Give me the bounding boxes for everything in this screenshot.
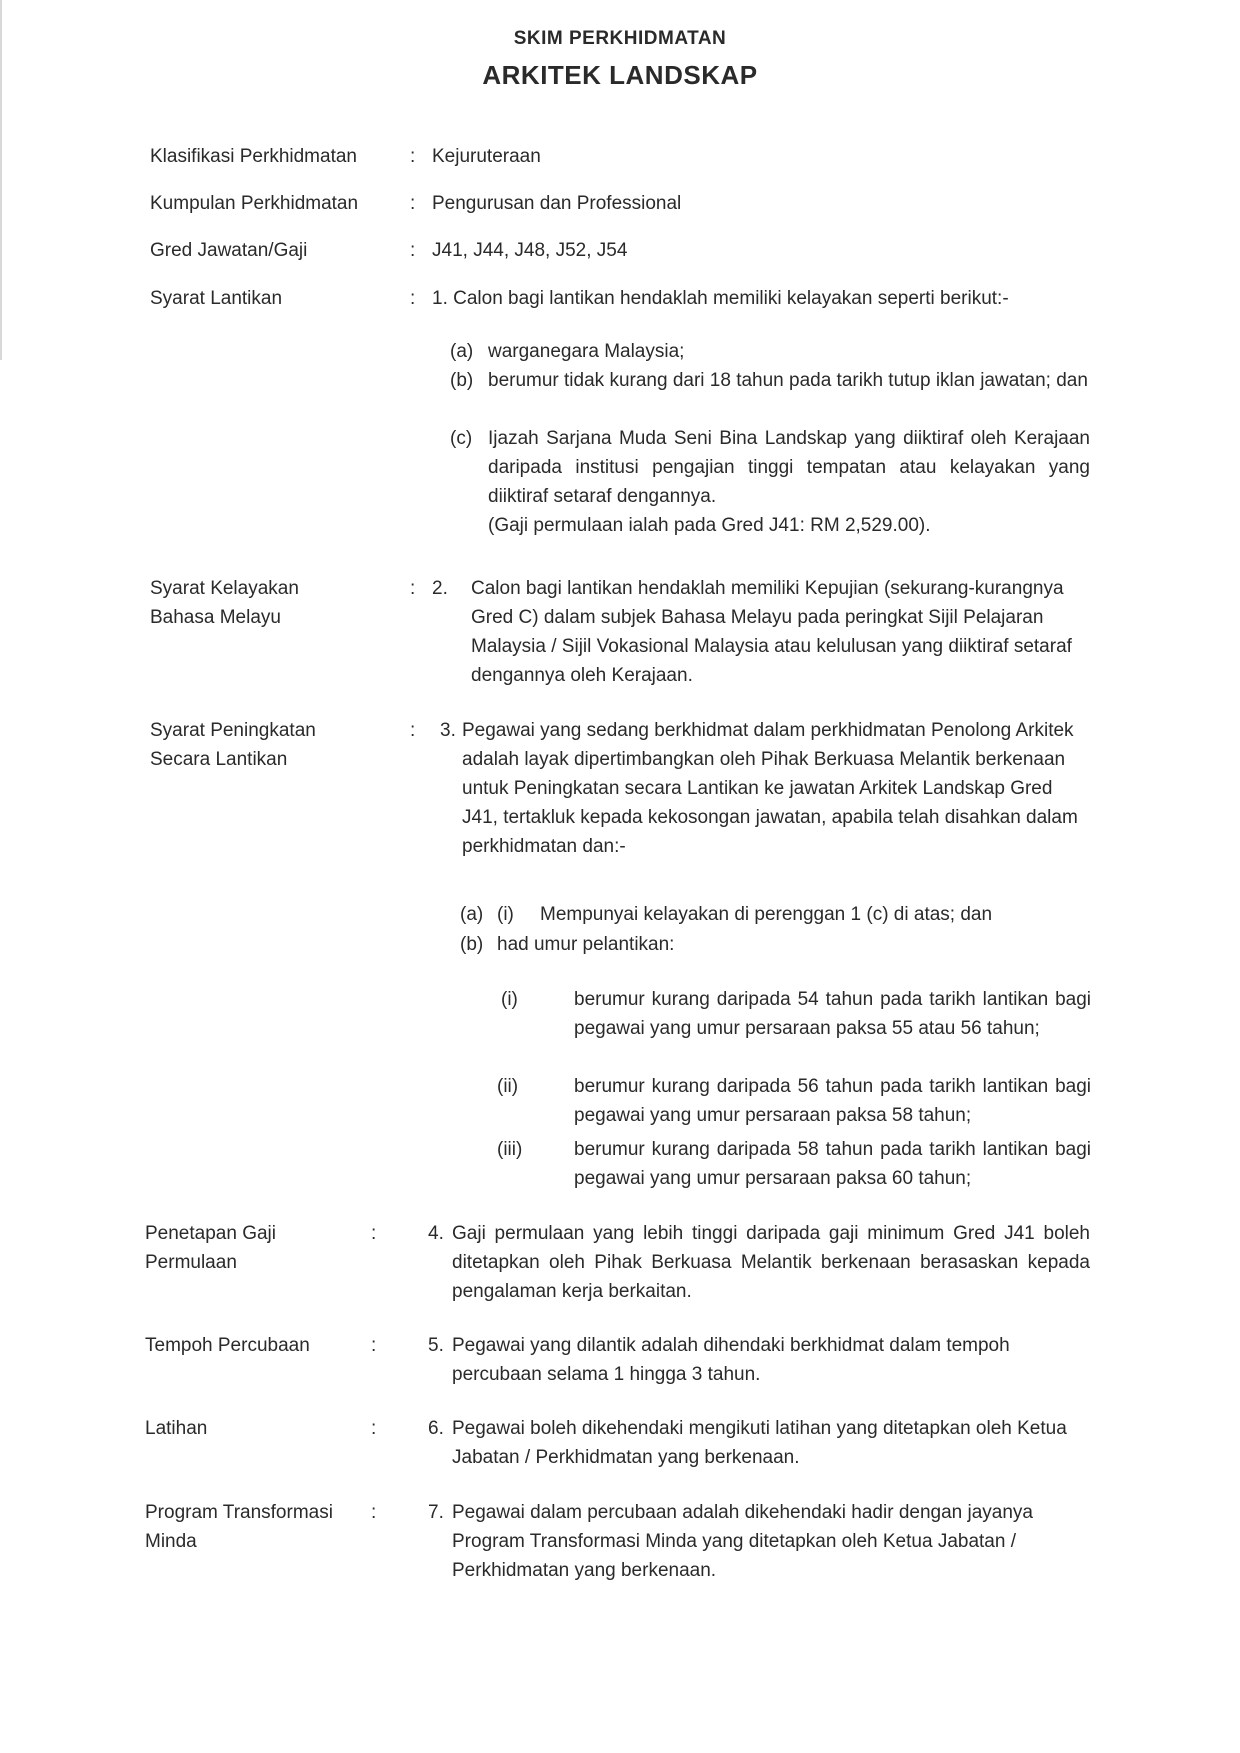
umur-item-text: berumur kurang daripada 56 tahun pada tarikh lantikan bagi pegawai yang umur persaraan paksa 58 tahun; [574,1076,1091,1126]
syarat-bm-colon: : [410,578,416,599]
klasifikasi-label: Klasifikasi Perkhidmatan [150,146,357,167]
program-transformasi-number: 7. [428,1502,444,1523]
umur-item-text: berumur kurang daripada 58 tahun pada tarikh lantikan bagi pegawai yang umur persaraan paksa 60 tahun; [574,1139,1091,1189]
peningkatan-b-marker: (b) [460,934,484,955]
syarat-peningkatan-colon: : [410,720,416,741]
document-subtitle: SKIM PERKHIDMATAN [513,28,727,49]
item-marker: (c) [450,428,473,449]
klasifikasi-colon: : [410,146,416,167]
tempoh-percubaan-text: Pegawai yang dilantik adalah dihendaki berkhidmat dalam tempoh percubaan selama 1 hingga 3 tahun. [452,1335,1010,1385]
syarat-lantikan-label: Syarat Lantikan [150,288,283,309]
penetapan-gaji-text: Gaji permulaan yang lebih tinggi daripada gaji minimum Gred J41 boleh ditetapkan oleh Pihak Berkuasa Melantik berkenaan berasaskan kepada pengalaman kerja berkaitan. [452,1223,1090,1302]
umur-item-marker: (ii) [497,1076,519,1097]
penetapan-gaji-label-line2: Permulaan [145,1252,237,1273]
syarat-peningkatan-label-line1: Syarat Peningkatan [150,720,316,741]
umur-item-text: berumur kurang daripada 54 tahun pada tarikh lantikan bagi pegawai yang umur persaraan paksa 55 atau 56 tahun; [574,989,1091,1039]
syarat-bm-text: Calon bagi lantikan hendaklah memiliki Kepujian (sekurang-kurangnya Gred C) dalam subjek Bahasa Melayu pada peringkat Sijil Pelajaran Malaysia / Sijil Vokasional Malaysia atau kelulusan yang diiktiraf setaraf dengannya oleh Kerajaan. [471,578,1072,686]
latihan-label: Latihan [145,1418,208,1439]
program-transformasi-colon: : [371,1502,377,1523]
kumpulan-value: Pengurusan dan Professional [432,193,682,214]
klasifikasi-value: Kejuruteraan [432,146,541,167]
tempoh-percubaan-label: Tempoh Percubaan [145,1335,310,1356]
penetapan-gaji-number: 4. [428,1223,444,1244]
kumpulan-label: Kumpulan Perkhidmatan [150,193,359,214]
latihan-colon: : [371,1418,377,1439]
document-title: ARKITEK LANDSKAP [482,60,758,90]
syarat-bm-number: 2. [432,578,448,599]
syarat-lantikan-intro: 1. Calon bagi lantikan hendaklah memiliki kelayakan seperti berikut:- [432,288,1009,309]
item-marker: (b) [450,370,474,391]
latihan-number: 6. [428,1418,444,1439]
umur-item-marker: (i) [501,989,518,1010]
syarat-bm-label-line1: Syarat Kelayakan [150,578,299,599]
gred-value: J41, J44, J48, J52, J54 [432,240,628,261]
gred-colon: : [410,240,416,261]
syarat-peningkatan-number: 3. [440,720,456,741]
tempoh-percubaan-colon: : [371,1335,377,1356]
penetapan-gaji-colon: : [371,1223,377,1244]
syarat-peningkatan-label-line2: Secara Lantikan [150,749,288,770]
penetapan-gaji-label-line1: Penetapan Gaji [145,1223,276,1244]
program-transformasi-text: Pegawai dalam percubaan adalah dikehendaki hadir dengan jayanya Program Transformasi Minda yang ditetapkan oleh Ketua Jabatan / Perkhidmatan yang berkenaan. [452,1502,1033,1581]
syarat-peningkatan-text: Pegawai yang sedang berkhidmat dalam perkhidmatan Penolong Arkitek adalah layak dipertimbangkan oleh Pihak Berkuasa Melantik berkenaan untuk Peningkatan secara Lantikan ke jawatan Arkitek Landskap Gred J41, tertakluk kepada kekosongan jawatan, apabila telah disahkan dalam perkhidmatan dan:- [462,720,1078,857]
peningkatan-a-sub-marker: (i) [497,904,514,925]
gaji-note: (Gaji permulaan ialah pada Gred J41: RM 2,529.00). [488,515,931,536]
peningkatan-a-marker: (a) [460,904,484,925]
item-text: berumur tidak kurang dari 18 tahun pada tarikh tutup iklan jawatan; dan [488,370,1088,391]
tempoh-percubaan-number: 5. [428,1335,444,1356]
kumpulan-colon: : [410,193,416,214]
umur-item-marker: (iii) [497,1139,523,1160]
item-text: Ijazah Sarjana Muda Seni Bina Landskap yang diiktiraf oleh Kerajaan daripada institusi pengajian tinggi tempatan atau kelayakan yang diiktiraf setaraf dengannya. [488,428,1090,507]
latihan-text: Pegawai boleh dikehendaki mengikuti latihan yang ditetapkan oleh Ketua Jabatan / Perkhidmatan yang berkenaan. [452,1418,1067,1468]
item-text: warganegara Malaysia; [488,341,685,362]
peningkatan-a-text: Mempunyai kelayakan di perenggan 1 (c) di atas; dan [540,904,993,925]
program-transformasi-label-line2: Minda [145,1531,197,1552]
program-transformasi-label-line1: Program Transformasi [145,1502,333,1523]
syarat-lantikan-colon: : [410,288,416,309]
syarat-bm-label-line2: Bahasa Melayu [150,607,281,628]
item-marker: (a) [450,341,474,362]
peningkatan-b-text: had umur pelantikan: [497,934,675,955]
gred-label: Gred Jawatan/Gaji [150,240,308,261]
page-edge [0,0,2,360]
